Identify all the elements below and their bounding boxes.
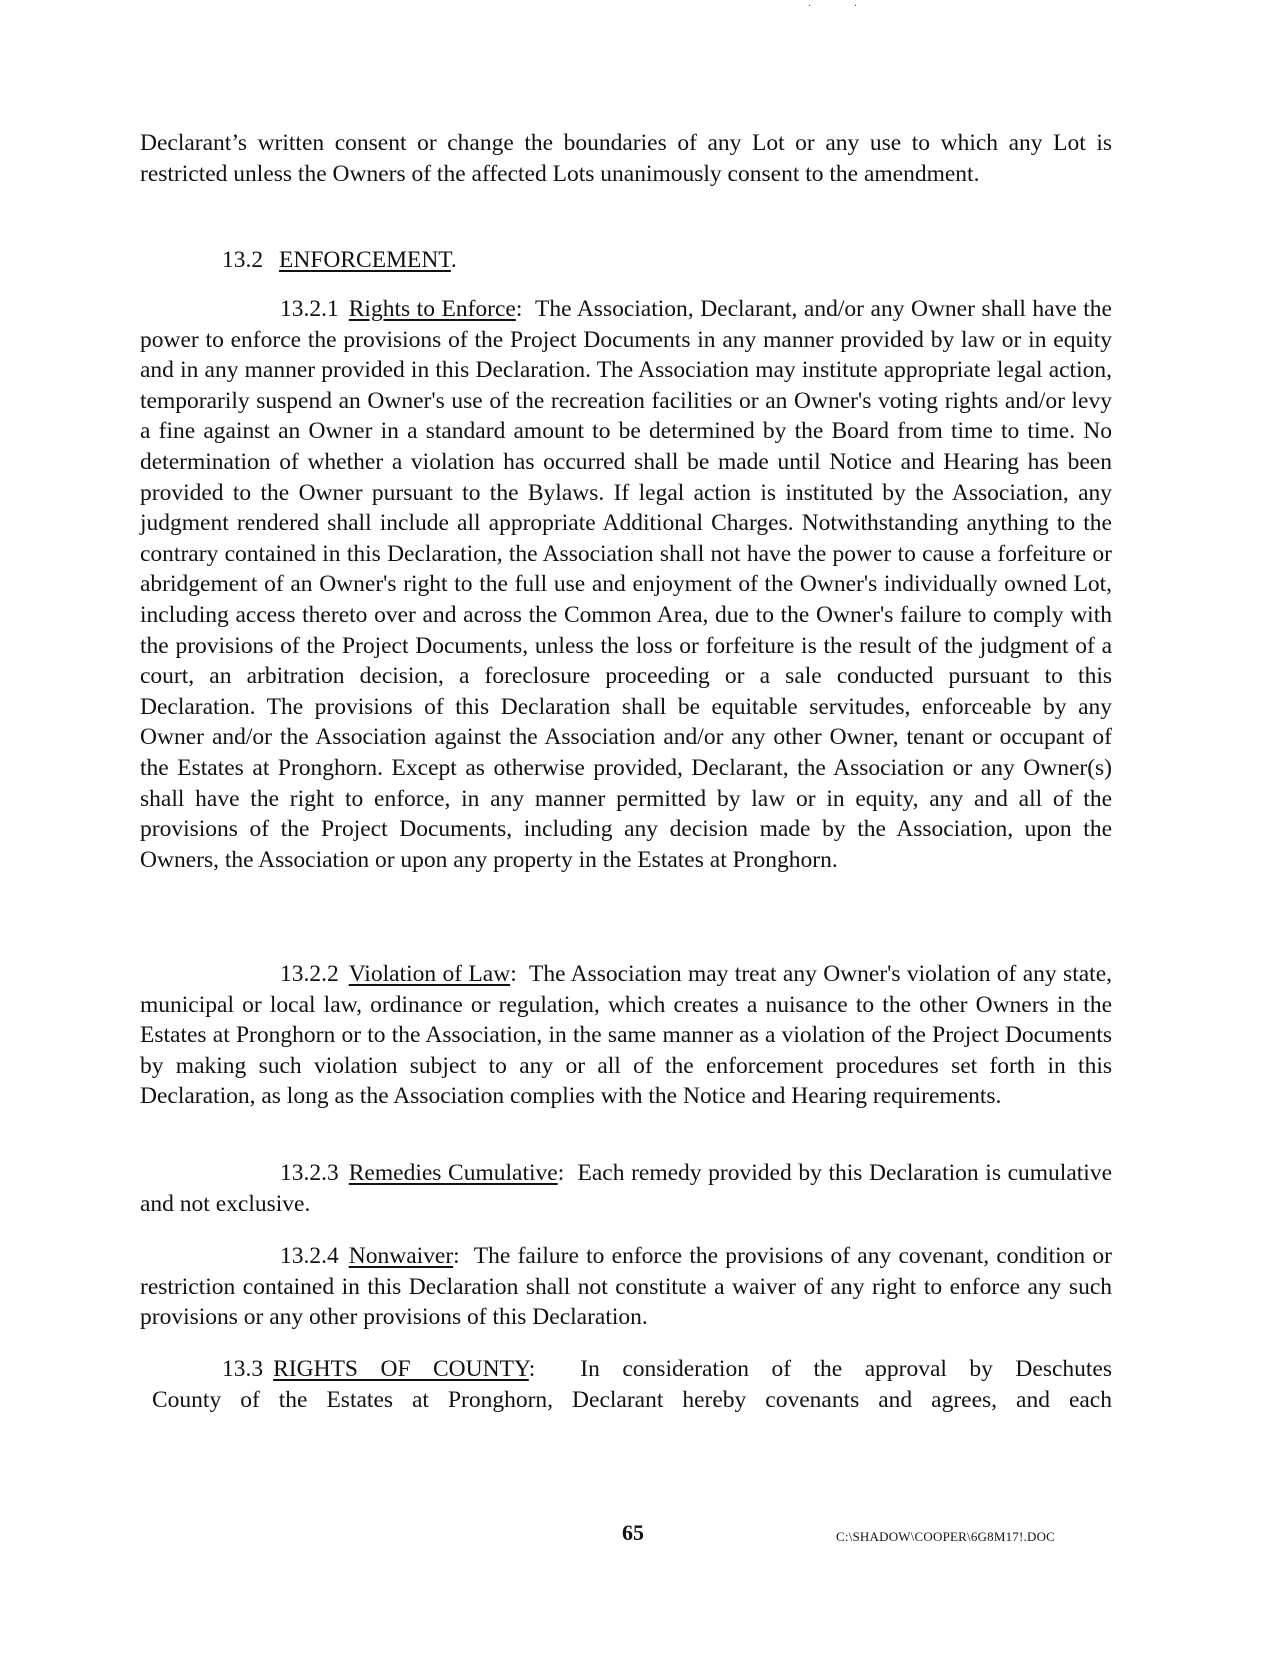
subsection-sep: : (453, 1243, 460, 1269)
file-path: C:\SHADOW\COOPER\6G8M17!.DOC (836, 1529, 1056, 1544)
subsection-sep: : (510, 961, 517, 987)
section-number: 13.2 (222, 247, 264, 273)
section-sep: : (528, 1356, 536, 1382)
subsection-body: Each remedy provided by this Declaration is cumulative and not exclusive. (140, 1160, 1113, 1217)
continuation-paragraph (140, 128, 1112, 189)
subsection-body: The Association, Declarant, and/or any Owner shall have the power to enforce the provisions of the Project Documents in any manner provided by law or in equity and in any manner provided in this Declaration. The Association may institute appropriate legal action, temporarily suspend an Owner's use of the recreation facilities or an Owner's voting rights and/or levy a fine against an Owner in a standard amount to be determined by the Board from time to time. No determination of whether a violation has occurred shall be made until Notice and Hearing has been provided to the Owner pursuant to the Bylaws. If legal action is instituted by the Association, any judgment rendered shall include all appropriate Additional Charges. Notwithstanding anything to the contrary contained in this Declaration, the Association shall not have the power to cause a forfeiture or abridgement of an Owner's right to the full use and enjoyment of the Owner's individually owned Lot, including access thereto over and across the Common Area, due to the Owner's failure to comply with the provisions of the Project Documents, unless the loss or forfeiture is the result of the judgment of a court, an arbitration decision, a foreclosure proceeding or a sale conducted pursuant to this Declaration. The provisions of this Declaration shall be equitable servitudes, enforceable by any Owner and/or the Association against the Association and/or any other Owner, tenant or occupant of the Estates at Pronghorn. Except as otherwise provided, Declarant, the Association or any Owner(s) shall have the right to enforce, in any manner permitted by law or in equity, any and all of the provisions of the Project Documents, including any decision made by the Association, upon the Owners, the Association or upon any property in the Estates at Pronghorn. (140, 296, 1112, 873)
section-body-line-1: In consideration of the approval by Deschutes (580, 1356, 1112, 1382)
section-13-3-line-2 (140, 1385, 1112, 1416)
subsection-sep: : (557, 1160, 565, 1186)
section-13-2-2-paragraph (140, 959, 1112, 1112)
section-body-line-2: County of the Estates at Pronghorn, Declarant hereby covenants and agrees, and each (152, 1386, 1112, 1413)
subsection-body: The Association may treat any Owner's violation of any state, municipal or local law, ordinance or regulation, which creates a nuisance to the other Owners in the Estates at Pronghorn or to the Association, in the same manner as a violation of the Project Documents by making such violation subject to any or all of the enforcement procedures set forth in this Declaration, as long as the Association complies with the Notice and Hearing requirements. (140, 961, 1112, 1110)
subsection-number: 13.2.2 (280, 961, 339, 987)
section-13-2-heading (222, 245, 457, 276)
section-title-punct: . (450, 247, 457, 273)
subsection-number: 13.2.3 (280, 1160, 339, 1186)
section-13-2-4-paragraph (140, 1241, 1112, 1333)
section-number: 13.3 (222, 1356, 264, 1382)
section-13-2-3-paragraph (140, 1158, 1112, 1219)
subsection-title: Rights to Enforce (348, 296, 516, 322)
section-title: RIGHTS OF COUNTY (273, 1356, 529, 1382)
section-13-3-line-1 (140, 1354, 1112, 1385)
subsection-sep: : (515, 296, 523, 322)
section-13-2-1-paragraph (140, 294, 1112, 875)
section-13-3-paragraph (140, 1354, 1112, 1415)
subsection-number: 13.2.4 (280, 1243, 339, 1269)
subsection-title: Violation of Law (348, 961, 511, 987)
scan-specks: · · (808, 1, 878, 12)
subsection-number: 13.2.1 (280, 296, 339, 322)
continuation-text: Declarant’s written consent or change the boundaries of any Lot or any use to which any Lot is restricted unless the Owners of the affected Lots unanimously consent to the amendment. (140, 130, 1112, 187)
subsection-body: The failure to enforce the provisions of any covenant, condition or restriction contained in this Declaration shall not constitute a waiver of any right to enforce any such provisions or any other provisions of this Declaration. (140, 1243, 1112, 1331)
page-number: 65 (622, 1520, 644, 1545)
subsection-title: Nonwaiver (348, 1243, 454, 1269)
subsection-title: Remedies Cumulative (348, 1160, 558, 1186)
section-title: ENFORCEMENT (279, 247, 451, 273)
